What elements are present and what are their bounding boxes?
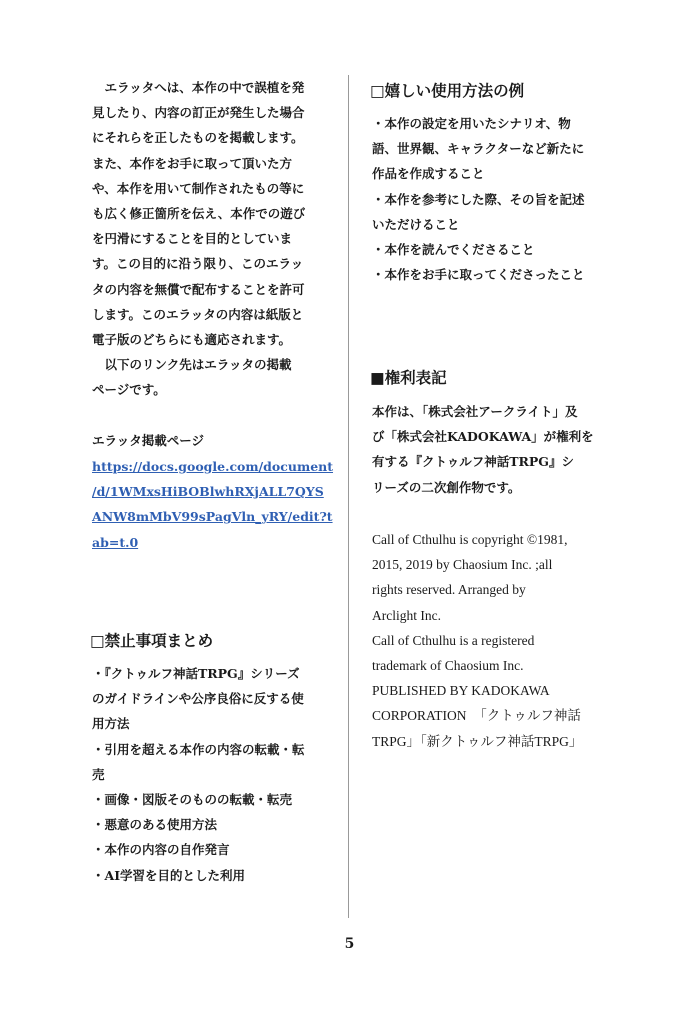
text-line: ・本作をお手に取ってくださったこと — [372, 267, 585, 283]
text-line: 本作は、「株式会社アークライト」及 — [372, 404, 578, 419]
text-line[interactable]: ANW8mMbV99sPagVln_yRY/edit?t — [92, 509, 333, 525]
text-line: ・画像・図版そのものの転載・転売 — [92, 791, 293, 807]
text-line: び「株式会社KADOKAWA」が権利を — [372, 429, 594, 445]
text-line: も広く修正箇所を伝え、本作での遊び — [92, 205, 306, 221]
text-line: PUBLISHED BY KADOKAWA — [372, 683, 550, 699]
text-line[interactable]: https://docs.google.com/document — [92, 459, 334, 474]
text-line: ・悪意のある使用方法 — [92, 817, 218, 833]
text-line: ページです。 — [92, 382, 166, 398]
text-line: を円滑にすることを目的としていま — [92, 231, 293, 247]
page-number: 5 — [344, 936, 355, 952]
text-line: ・AI学習を目的とした利用 — [92, 867, 246, 883]
errata-label: エラッタ掲載ページ — [92, 433, 205, 448]
text-line: ・引用を超える本作の内容の転載・転 — [92, 741, 305, 757]
text-line: リーズの二次創作物です。 — [372, 479, 521, 495]
welcome-heading: □嬉しい使用方法の例 — [370, 81, 525, 100]
copyright-text — [372, 527, 608, 754]
text-line: Arclight Inc. — [372, 607, 441, 623]
errata-link[interactable] — [92, 454, 334, 555]
text-line: ・本作の設定を用いたシナリオ、物 — [372, 116, 571, 131]
text-line: 電子版のどちらにも適応されます。 — [92, 331, 292, 347]
text-line: タの内容を無償で配布することを許可 — [92, 281, 305, 297]
prohibited-heading: □禁止事項まとめ — [90, 631, 214, 650]
text-line: す。この目的に沿う限り、このエラッ — [92, 256, 304, 272]
text-line: にそれらを正したものを掲載します。 — [92, 130, 304, 146]
text-line[interactable]: /d/1WMxsHiBOBlwhRXjALL7QYS — [92, 484, 324, 500]
text-line: CORPORATION 「クトゥルフ神話 — [372, 708, 581, 724]
text-line: 用方法 — [92, 716, 130, 732]
text-line: 2015, 2019 by Chaosium Inc. ;all — [372, 557, 553, 573]
text-line: します。このエラッタの内容は紙版と — [92, 306, 304, 322]
text-line: Call of Cthulhu is a registered — [372, 632, 535, 648]
text-line: ・本作を参考にした際、その旨を記述 — [372, 191, 585, 207]
text-line: 以下のリンク先はエラッタの掲載 — [92, 357, 292, 373]
text-line: ・『クトゥルフ神話TRPG』シリーズ — [92, 666, 300, 681]
text-line: ・本作の内容の自作発言 — [92, 842, 230, 858]
rights-heading: ■権利表記 — [370, 368, 447, 387]
text-line: 作品を作成すること — [372, 166, 485, 182]
text-line: や、本作を用いて制作されたもの等に — [92, 180, 305, 196]
text-line: また、本作をお手に取って頂いた方 — [92, 155, 293, 171]
text-line: TRPG」「新クトゥルフ神話TRPG」 — [372, 733, 583, 749]
errata-intro — [92, 75, 328, 402]
text-line: 有する『クトゥルフ神話TRPG』シ — [372, 454, 574, 470]
text-line: rights reserved. Arranged by — [372, 582, 526, 598]
text-line: いただけること — [372, 216, 460, 232]
text-line: 売 — [92, 766, 105, 782]
text-line: 見したり、内容の訂正が発生した場合 — [92, 105, 305, 121]
text-line: Call of Cthulhu is copyright ©1981, — [372, 532, 568, 547]
text-line: ・本作を読んでくださること — [372, 241, 535, 257]
welcome-list — [372, 111, 608, 287]
column-divider — [348, 75, 349, 918]
text-line[interactable]: ab=t.0 — [92, 534, 139, 550]
text-line: trademark of Chaosium Inc. — [372, 657, 524, 673]
text-line: 語、世界観、キャラクターなど新たに — [372, 141, 585, 157]
prohibited-list — [92, 661, 328, 888]
text-line: のガイドラインや公序良俗に反する使 — [92, 691, 304, 707]
text-line: エラッタへは、本作の中で誤植を発 — [92, 80, 305, 95]
rights-text — [372, 399, 608, 500]
